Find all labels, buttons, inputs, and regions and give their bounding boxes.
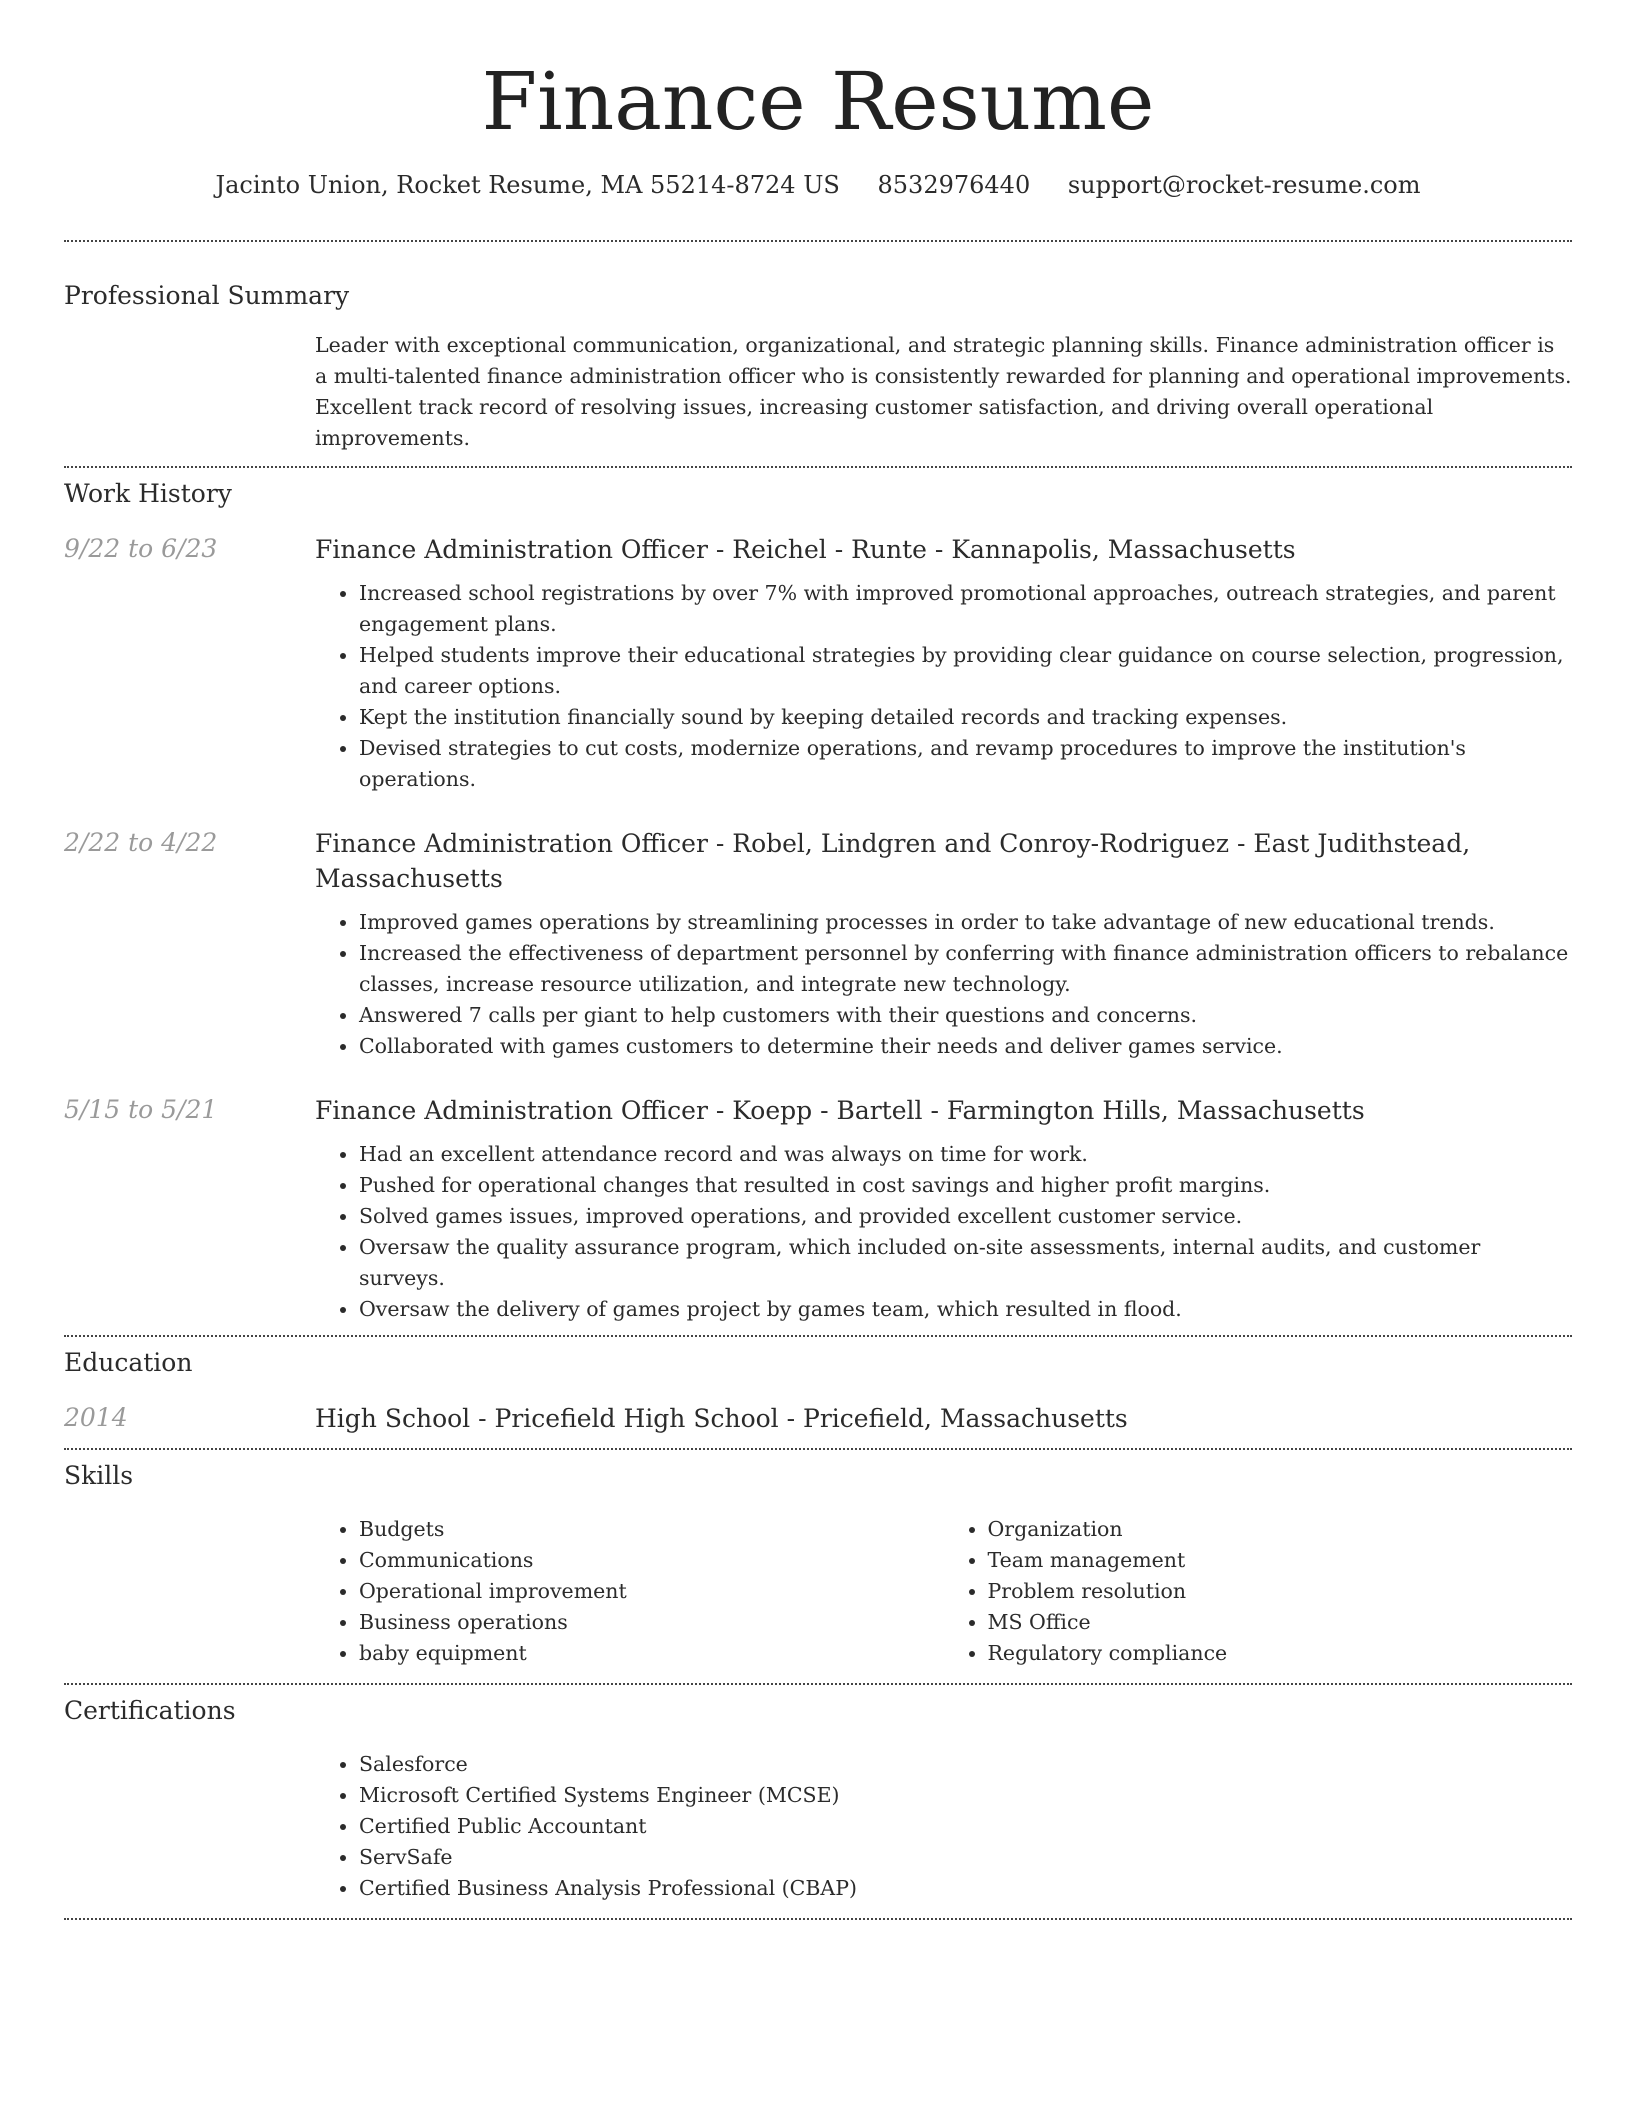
- list-item: • Devised strategies to cut costs, modernize operations, and revamp procedures to improve the institution's operations.: [359, 733, 1572, 795]
- list-item: • Regulatory compliance: [988, 1638, 1573, 1669]
- list-item: • Pushed for operational changes that resulted in cost savings and higher profit margins.: [359, 1170, 1572, 1201]
- list-item: • Answered 7 calls per giant to help customers with their questions and concerns.: [359, 1000, 1572, 1031]
- list-item: • Helped students improve their educational strategies by providing clear guidance on course selection, progression, and career options.: [359, 640, 1572, 702]
- list-item: • Operational improvement: [359, 1576, 944, 1607]
- job-title: Finance Administration Officer - Koepp - Bartell - Farmington Hills, Massachusetts: [315, 1096, 1365, 1125]
- contact-email: support@rocket-resume.com: [1067, 171, 1421, 199]
- divider: [64, 1918, 1572, 1920]
- list-item: • Increased the effectiveness of department personnel by conferring with finance administration officers to rebalance classes, increase resource utilization, and integrate new technology.: [359, 938, 1572, 1000]
- list-item: • Oversaw the delivery of games project by games team, which resulted in flood.: [359, 1294, 1572, 1325]
- section-heading-summary: Professional Summary: [64, 281, 350, 310]
- contact-address: Jacinto Union, Rocket Resume, MA 55214-8724 US: [215, 171, 840, 199]
- certifications-list: [315, 1749, 1572, 1904]
- list-item: • Budgets: [359, 1514, 944, 1545]
- list-item: • Certified Public Accountant: [359, 1811, 1572, 1842]
- job-dates: 9/22 to 6/23: [64, 534, 218, 563]
- list-item: • Solved games issues, improved operations, and provided excellent customer service.: [359, 1201, 1572, 1232]
- job-entry: [64, 826, 1572, 1062]
- job-title: Finance Administration Officer - Robel, Lindgren and Conroy-Rodriguez - East Judithstead, Massachusetts: [315, 829, 1471, 893]
- job-bullets: [315, 578, 1572, 795]
- skills-list-right: [944, 1514, 1573, 1669]
- list-item: • Oversaw the quality assurance program, which included on-site assessments, internal audits, and customer surveys.: [359, 1232, 1572, 1294]
- section-heading-skills: Skills: [64, 1461, 134, 1490]
- list-item: • Kept the institution financially sound by keeping detailed records and tracking expenses.: [359, 702, 1572, 733]
- summary-text: Leader with exceptional communication, organizational, and strategic planning skills. Finance administration officer is a multi-talented finance administration officer who is consistently rewarded for planning and operational improvements. Excellent track record of resolving issues, increasing customer satisfaction, and driving overall operational improvements.: [315, 333, 1572, 450]
- list-item: • Organization: [988, 1514, 1573, 1545]
- education-year: 2014: [64, 1403, 128, 1432]
- contact-phone: 8532976440: [877, 171, 1031, 199]
- list-item: • Problem resolution: [988, 1576, 1573, 1607]
- skills-list-left: [315, 1514, 944, 1669]
- list-item: • Microsoft Certified Systems Engineer (MCSE): [359, 1780, 1572, 1811]
- list-item: • Improved games operations by streamlining processes in order to take advantage of new educational trends.: [359, 907, 1572, 938]
- work-history-section: [64, 468, 1572, 1335]
- resume-page: [64, 0, 1572, 1920]
- resume-title: Finance Resume: [481, 55, 1155, 148]
- summary-section: [64, 242, 1572, 466]
- list-item: • Collaborated with games customers to determine their needs and deliver games service.: [359, 1031, 1572, 1062]
- job-title: Finance Administration Officer - Reichel - Runte - Kannapolis, Massachusetts: [315, 535, 1296, 564]
- education-section: [64, 1337, 1572, 1448]
- list-item: • Certified Business Analysis Professional (CBAP): [359, 1873, 1572, 1904]
- list-item: • Business operations: [359, 1607, 944, 1638]
- job-bullets: [315, 1139, 1572, 1325]
- list-item: • Salesforce: [359, 1749, 1572, 1780]
- job-bullets: [315, 907, 1572, 1062]
- section-heading-certifications: Certifications: [64, 1696, 236, 1725]
- job-entry: [64, 532, 1572, 795]
- section-heading-education: Education: [64, 1348, 193, 1377]
- section-heading-work-history: Work History: [64, 479, 232, 508]
- contact-line: [64, 170, 1572, 200]
- job-entry: [64, 1093, 1572, 1325]
- list-item: • Increased school registrations by over 7% with improved promotional approaches, outreach strategies, and parent engagement plans.: [359, 578, 1572, 640]
- list-item: • ServSafe: [359, 1842, 1572, 1873]
- list-item: • Team management: [988, 1545, 1573, 1576]
- certifications-section: [64, 1685, 1572, 1918]
- list-item: • baby equipment: [359, 1638, 944, 1669]
- skills-section: [64, 1450, 1572, 1683]
- list-item: • MS Office: [988, 1607, 1573, 1638]
- education-entry: High School - Pricefield High School - Pricefield, Massachusetts: [315, 1404, 1128, 1433]
- job-dates: 2/22 to 4/22: [64, 828, 218, 857]
- list-item: • Had an excellent attendance record and was always on time for work.: [359, 1139, 1572, 1170]
- list-item: • Communications: [359, 1545, 944, 1576]
- job-dates: 5/15 to 5/21: [64, 1095, 218, 1124]
